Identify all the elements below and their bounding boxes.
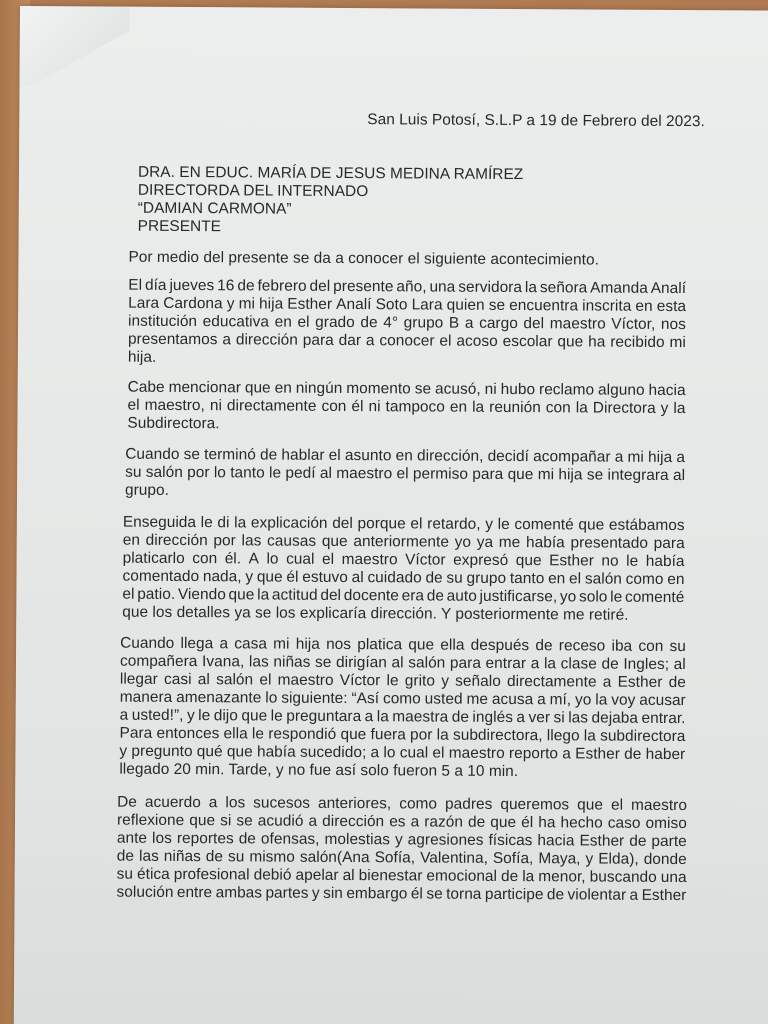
paragraph-5-line: llegado 20 min. Tarde, y no fue así solo fueron 5 a 10 min. bbox=[119, 760, 519, 781]
recipient-presente: PRESENTE bbox=[137, 217, 222, 236]
paragraph-5-line: Para entonces ella le respondió que fuera por la subdirectora, llego la subdirectora bbox=[119, 724, 686, 746]
paragraph-1-line: institución educativa en el grado de 4° grupo B a cargo del maestro Víctor, nos bbox=[128, 312, 686, 334]
recipient-institution: “DAMIAN CARMONA” bbox=[137, 199, 292, 218]
paragraph-4-line: en dirección por las causas que anteriormente yo ya me había presentado para bbox=[122, 531, 685, 553]
paragraph-4-line: el patio. Viendo que la actitud del docente era de auto justificarse, yo solo le comenté bbox=[122, 585, 685, 607]
paragraph-6-line: reflexione que si se acudió a dirección es a razón de que él ha hecho caso omiso bbox=[116, 811, 687, 833]
paragraph-5-line: manera amenazante lo siguiente: “Así como usted me acusa a mí, yo la voy acusar bbox=[119, 688, 686, 710]
letter-sheet bbox=[14, 6, 768, 1024]
recipient-name: DRA. EN EDUC. MARÍA DE JESUS MEDINA RAMÍREZ bbox=[137, 163, 524, 184]
paragraph-1-line: presentamos a dirección para dar a conocer el acoso escolar que ha recibido mi bbox=[127, 330, 686, 352]
paragraph-2-line: Subdirectora. bbox=[127, 414, 220, 433]
paragraph-1-line: Lara Cardona y mi hija Esther Analí Soto Lara quien se encuentra inscrita en esta bbox=[128, 294, 687, 316]
paragraph-3-line: Cuando se terminó de hablar el asunto en dirección, decidí acompañar a mi hija a bbox=[125, 445, 686, 467]
paragraph-6-line: su ética profesional debió apelar al bienestar emocional de la menor, buscando una bbox=[116, 865, 687, 887]
paragraph-4-line: que los detalles ya se los explicaría dirección. Y posteriormente me retiré. bbox=[122, 603, 629, 624]
paragraph-6-line: solución entre ambas partes y sin embargo él se torna participe de violentar a Esther bbox=[116, 883, 687, 905]
paragraph-1-line: El día jueves 16 de febrero del presente año, una servidora la señora Amanda Analí bbox=[128, 276, 687, 298]
paragraph-1-line: hija. bbox=[127, 348, 157, 366]
paragraph-5-line: llegar casi al salón el maestro Víctor le grito y señalo directamente a Esther de bbox=[119, 670, 686, 692]
intro-line: Por medio del presente se da a conocer el siguiente acontecimiento. bbox=[128, 248, 599, 269]
paragraph-5-line: y pregunto qué que había sucedido; a lo cual el maestro reporto a Esther de haber bbox=[119, 742, 686, 764]
paragraph-6-line: de las niñas de su mismo salón(Ana Sofía, Valentina, Sofía, Maya, y Elda), donde bbox=[116, 847, 687, 869]
paragraph-6-line: ante los reportes de ofensas, molestias y agresiones físicas hacia Esther de parte bbox=[116, 829, 687, 851]
paragraph-4-line: Enseguida le di la explicación del porque el retardo, y le comenté que estábamos bbox=[122, 513, 685, 535]
paragraph-2-line: el maestro, ni directamente con él ni tampoco en la reunión con la Directora y la bbox=[127, 396, 686, 418]
paragraph-4-line: comentado nada, y que él estuvo al cuidado de su grupo tanto en el salón como en bbox=[122, 567, 685, 589]
paragraph-5-line: compañera Ivana, las niñas se dirigían al salón para entrar a la clase de Ingles; al bbox=[119, 652, 686, 674]
paragraph-4-line: platicarlo con él. A lo cual el maestro Víctor expresó que Esther no le había bbox=[122, 549, 685, 571]
folded-corner bbox=[20, 6, 130, 87]
paragraph-5-line: a usted!”, y le dijo que le preguntara a la maestra de inglés a ver si las dejaba entrar. bbox=[119, 706, 686, 728]
date-line: San Luis Potosí, S.L.P a 19 de Febrero del 2023. bbox=[367, 111, 705, 131]
paragraph-5-line: Cuando llega a casa mi hija nos platica que ella después de receso iba con su bbox=[120, 634, 686, 656]
paragraph-6-line: De acuerdo a los sucesos anteriores, como padres queremos que el maestro bbox=[117, 793, 688, 815]
paragraph-2-line: Cabe mencionar que en ningún momento se acusó, ni hubo reclamo alguno hacia bbox=[127, 378, 686, 400]
paragraph-3-line: su salón por lo tanto le pedí al maestro el permiso para que mi hija se integrara al bbox=[125, 463, 686, 485]
recipient-position: DIRECTORDA DEL INTERNADO bbox=[137, 181, 369, 201]
paragraph-3-line: grupo. bbox=[124, 481, 170, 499]
